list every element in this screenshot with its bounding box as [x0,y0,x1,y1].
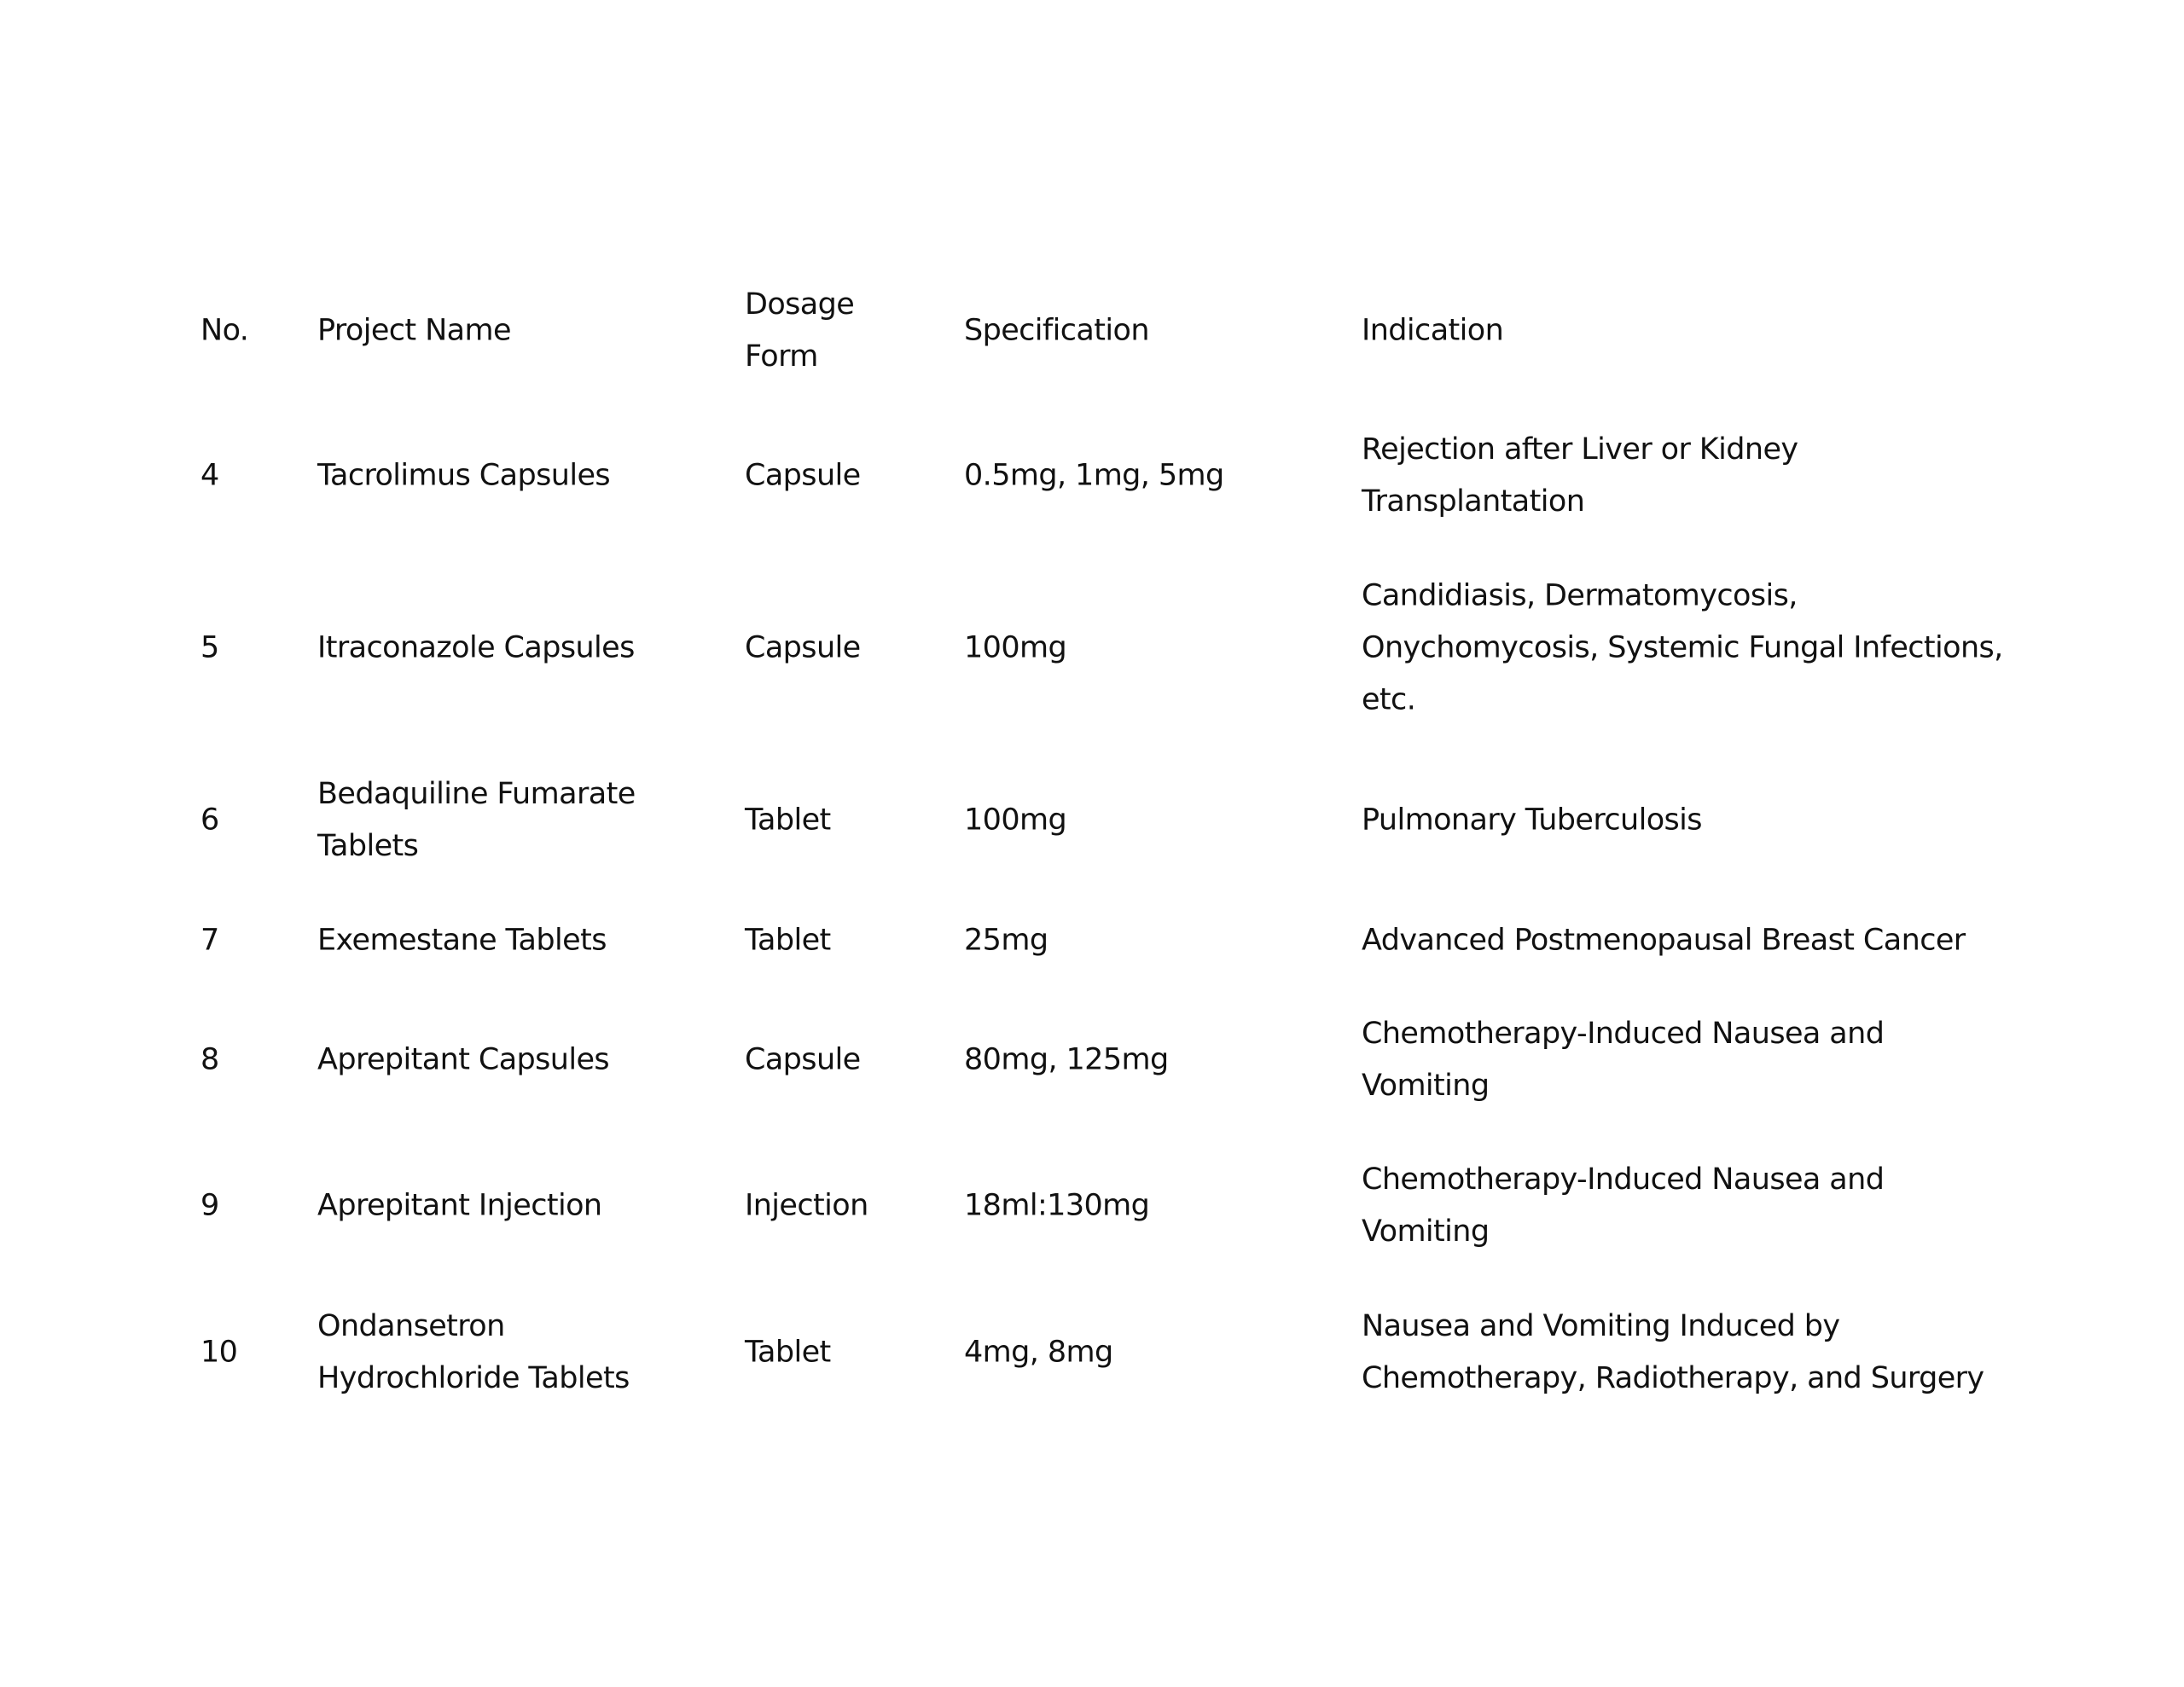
cell-specification: 0.5mg, 1mg, 5mg [964,458,1224,493]
cell-project-name: Tacrolimus Capsules [317,458,611,493]
cell-indication: Pulmonary Tuberculosis [1362,803,1702,838]
header-indication: Indication [1362,313,1504,348]
cell-no: 10 [200,1335,238,1370]
cell-no: 7 [200,923,219,958]
header-specification: Specification [964,313,1149,348]
cell-project-name: Itraconazole Capsules [317,630,635,665]
cell-no: 9 [200,1188,219,1223]
cell-dosage-form: Capsule [745,630,861,665]
cell-dosage-form: Capsule [745,458,861,493]
cell-dosage-form: Tablet [745,1335,831,1370]
cell-dosage-form: Tablet [745,923,831,958]
cell-specification: 4mg, 8mg [964,1335,1113,1370]
cell-dosage-form: Tablet [745,803,831,838]
cell-indication: Rejection after Liver or Kidney Transplantation [1362,432,1798,519]
cell-specification: 25mg [964,923,1048,958]
cell-no: 8 [200,1042,219,1077]
cell-project-name: Aprepitant Injection [317,1188,602,1223]
cell-dosage-form: Injection [745,1188,868,1223]
header-project-name: Project Name [317,313,511,348]
cell-specification: 80mg, 125mg [964,1042,1169,1077]
cell-no: 4 [200,458,219,493]
cell-project-name: Aprepitant Capsules [317,1042,610,1077]
cell-specification: 100mg [964,630,1067,665]
cell-indication: Nausea and Vomiting Induced by Chemotherapy, Radiotherapy, and Surgery [1362,1309,1984,1395]
cell-dosage-form: Capsule [745,1042,861,1077]
cell-project-name: Bedaquiline Fumarate Tablets [317,777,636,863]
cell-project-name: Ondansetron Hydrochloride Tablets [317,1309,630,1395]
cell-specification: 18ml:130mg [964,1188,1150,1223]
cell-indication: Advanced Postmenopausal Breast Cancer [1362,923,1966,958]
cell-project-name: Exemestane Tablets [317,923,607,958]
cell-no: 6 [200,803,219,838]
header-dosage-form: Dosage Form [745,287,855,374]
cell-no: 5 [200,630,219,665]
cell-indication: Candidiasis, Dermatomycosis, Onychomycosis, Systemic Fungal Infections, etc. [1362,578,2003,717]
cell-indication: Chemotherapy-Induced Nausea and Vomiting [1362,1017,1885,1103]
cell-specification: 100mg [964,803,1067,838]
header-no: No. [200,313,249,348]
cell-indication: Chemotherapy-Induced Nausea and Vomiting [1362,1162,1885,1249]
